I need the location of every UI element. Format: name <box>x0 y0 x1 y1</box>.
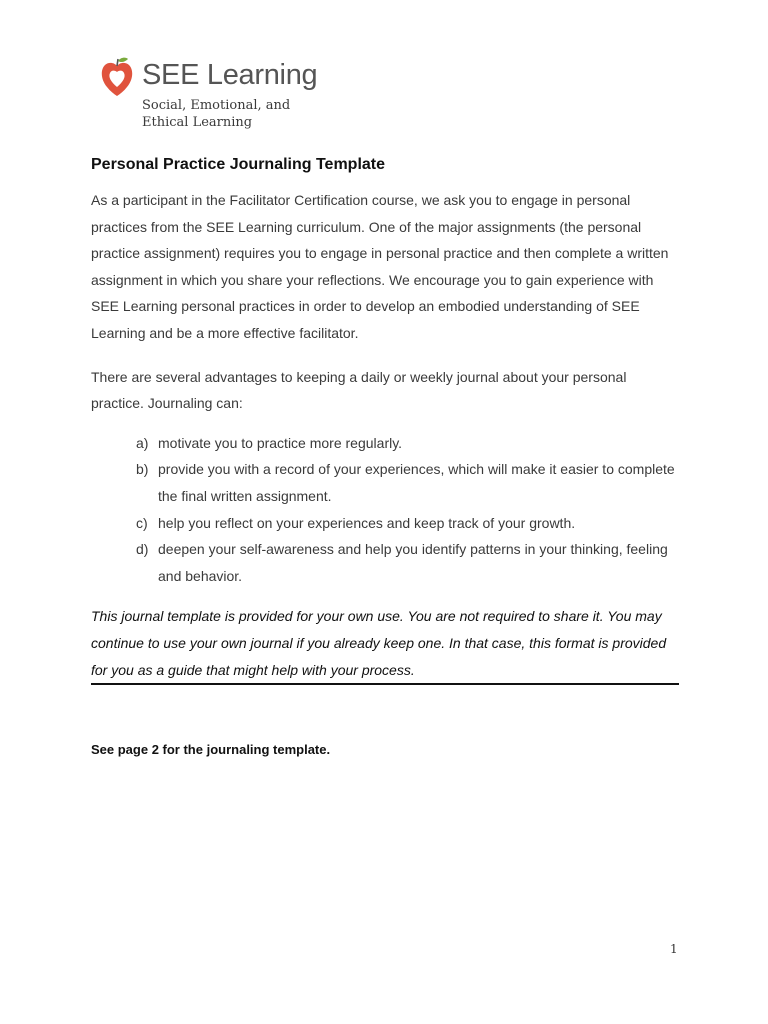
list-item-text: motivate you to practice more regularly. <box>158 434 403 451</box>
list-item <box>91 510 679 537</box>
advantages-paragraph: There are several advantages to keeping a daily or weekly journal about your personal practice. Journaling can: <box>91 368 627 412</box>
usage-note: This journal template is provided for your own use. You are not required to share it. You may continue to use your own journal if you already keep one. In that case, this format is provided for you as a guide that might help with your process. <box>91 603 679 685</box>
logo-subtitle-line2: Ethical Learning <box>142 115 253 130</box>
list-item-text: help you reflect on your experiences and keep track of your growth. <box>158 514 576 531</box>
list-marker: c) <box>136 514 148 531</box>
list-marker: d) <box>136 541 149 558</box>
logo-title: SEE Learning <box>142 59 318 91</box>
intro-paragraph: As a participant in the Facilitator Certification course, we ask you to engage in personal practices from the SEE Learning curriculum. One of the major assignments (the personal practice assignment) requires you to engage in personal practice and then complete a written assignment in which you share your reflections. We encourage you to gain experience with SEE Learning personal practices in order to develop an embodied understanding of SEE Learning and be a more effective facilitator. <box>91 192 669 341</box>
document-title: Personal Practice Journaling Template <box>91 156 386 173</box>
list-item <box>91 430 679 457</box>
list-marker: a) <box>136 434 149 451</box>
list-item <box>91 536 679 589</box>
page-number: 1 <box>670 942 678 956</box>
see-learning-logo <box>98 56 338 136</box>
list-item-text: deepen your self-awareness and help you identify patterns in your thinking, feeling and behavior. <box>158 541 668 584</box>
list-item <box>91 456 679 509</box>
apple-heart-icon <box>98 56 136 98</box>
list-item-text: provide you with a record of your experiences, which will make it easier to complete the final written assignment. <box>158 461 675 504</box>
advantages-list <box>91 430 679 590</box>
see-page-note: See page 2 for the journaling template. <box>91 742 331 758</box>
document-body <box>91 152 679 760</box>
logo-subtitle-line1: Social, Emotional, and <box>142 98 291 113</box>
logo-subtitle <box>142 97 290 131</box>
list-marker: b) <box>136 461 149 478</box>
